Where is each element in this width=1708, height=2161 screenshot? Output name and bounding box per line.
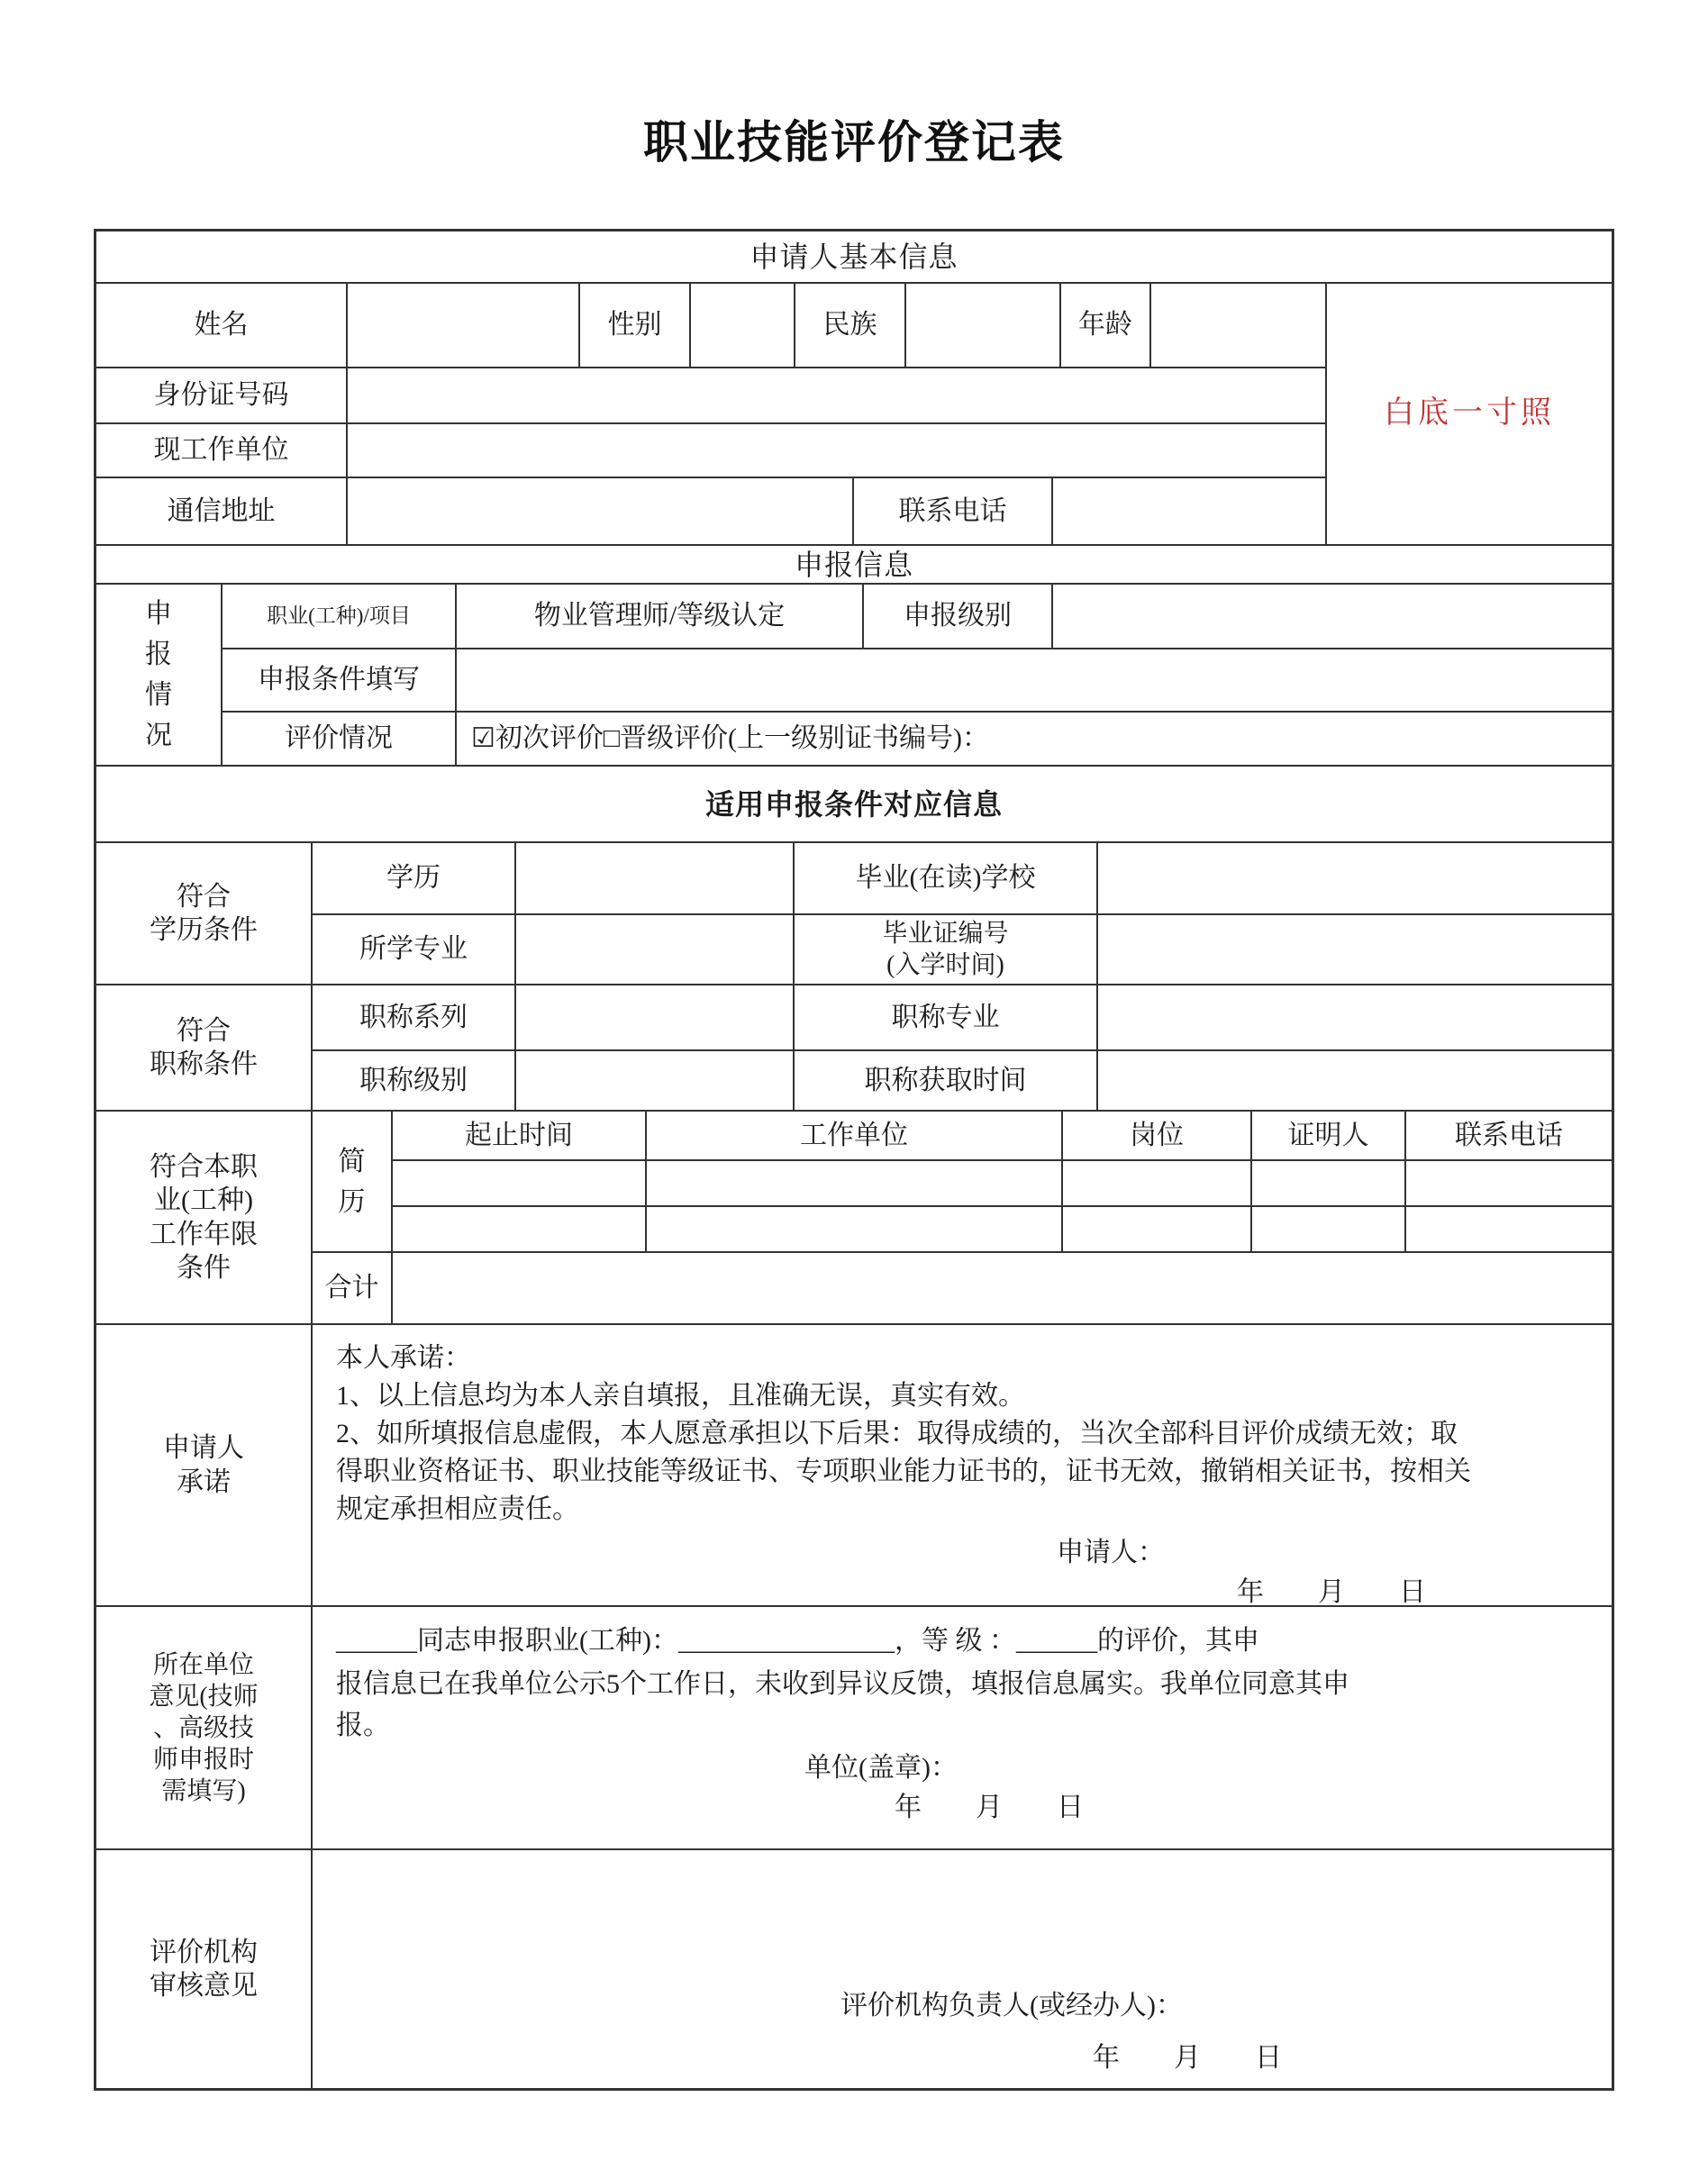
title-condition-block <box>96 985 1612 1112</box>
total-label: 合计 <box>313 1253 393 1325</box>
declaration-body <box>96 585 1612 767</box>
resume-witness-cell <box>1252 1207 1406 1253</box>
level-label: 申报级别 <box>864 585 1053 649</box>
id-number-value-cell <box>348 368 1327 424</box>
resume-unit-cell <box>647 1207 1063 1253</box>
condition-label: 申报条件填写 <box>223 649 457 713</box>
basic-info-body <box>96 284 1612 546</box>
employer-opinion-text-cell <box>313 1607 1612 1850</box>
employer-row <box>96 424 1327 478</box>
applicant-sign-label: 申请人： <box>1057 1538 1165 1567</box>
agency-review-text-cell <box>313 1850 1612 2088</box>
resume-header-row <box>393 1112 1612 1161</box>
occupation-value: 物业管理师/等级认定 <box>457 585 864 649</box>
evaluation-row <box>223 713 1612 767</box>
phone-value-cell <box>1053 478 1327 546</box>
col-work-unit: 工作单位 <box>647 1112 1063 1161</box>
declaration-section-title: 申报信息 <box>96 546 1612 585</box>
degree-value-cell <box>516 843 795 915</box>
agency-date-label: 年 月 日 <box>1093 2043 1282 2073</box>
total-row <box>313 1253 1612 1325</box>
age-label: 年龄 <box>1061 284 1151 368</box>
work-years-content <box>313 1112 1612 1325</box>
level-value-cell <box>1053 585 1612 649</box>
cert-no-value-cell <box>1098 915 1612 985</box>
basic-info-section-title: 申请人基本信息 <box>96 232 1612 284</box>
degree-row <box>313 843 1612 915</box>
resume-table <box>393 1112 1612 1253</box>
work-years-block <box>96 1112 1612 1325</box>
resume-phone-cell <box>1406 1161 1612 1207</box>
title-obtain-time-value-cell <box>1098 1051 1612 1112</box>
commitment-text-cell <box>313 1325 1612 1607</box>
title-series-value-cell <box>516 985 795 1051</box>
commitment-line: 本人承诺： <box>336 1343 471 1373</box>
phone-label: 联系电话 <box>854 478 1053 546</box>
ethnicity-label: 民族 <box>795 284 906 368</box>
commitment-line: 规定承担相应责任。 <box>336 1494 579 1524</box>
photo-cell <box>1327 284 1612 546</box>
col-phone: 联系电话 <box>1406 1112 1612 1161</box>
col-position: 岗位 <box>1063 1112 1252 1161</box>
title-specialty-label: 职称专业 <box>795 985 1098 1051</box>
basic-info-left-block <box>96 284 1327 546</box>
registration-form <box>94 229 1614 2091</box>
resume-period-cell <box>393 1161 647 1207</box>
education-rows <box>313 843 1612 985</box>
resume-empty-row <box>393 1207 1612 1253</box>
name-row <box>96 284 1327 368</box>
school-label: 毕业(在读)学校 <box>795 843 1098 915</box>
declaration-header-row <box>96 546 1612 585</box>
resume-block <box>313 1112 1612 1253</box>
commitment-group-label: 申请人 承诺 <box>96 1325 313 1607</box>
agency-review-block <box>96 1850 1612 2088</box>
age-value-cell <box>1151 284 1327 368</box>
employer-seal-label: 单位(盖章)： <box>804 1753 958 1783</box>
resume-period-cell <box>393 1207 647 1253</box>
agency-review-group-label: 评价机构 审核意见 <box>96 1850 313 2088</box>
gender-label: 性别 <box>580 284 691 368</box>
employer-opinion-block <box>96 1607 1612 1850</box>
address-row <box>96 478 1327 546</box>
title-series-row <box>313 985 1612 1051</box>
evaluation-checkbox-line: ☑初次评价□晋级评价(上一级别证书编号)： <box>457 713 1612 767</box>
work-years-group-label: 符合本职 业(工种) 工作年限 条件 <box>96 1112 313 1325</box>
occupation-row <box>223 585 1612 649</box>
title-obtain-time-label: 职称获取时间 <box>795 1051 1098 1112</box>
title-series-label: 职称系列 <box>313 985 516 1051</box>
id-number-row <box>96 368 1327 424</box>
commitment-line: 2、如所填报信息虚假，本人愿意承担以下后果：取得成绩的，当次全部科目评价成绩无效；取 <box>336 1419 1458 1448</box>
employer-opinion-line: 报。 <box>336 1711 390 1740</box>
occupation-label: 职业(工种)/项目 <box>223 585 457 649</box>
commitment-line: 得职业资格证书、职业技能等级证书、专项职业能力证书的，证书无效，撤销相关证书，按相关 <box>336 1457 1471 1486</box>
employer-value-cell <box>348 424 1327 478</box>
resume-position-cell <box>1063 1207 1252 1253</box>
resume-witness-cell <box>1252 1161 1406 1207</box>
title-level-value-cell <box>516 1051 795 1112</box>
col-period: 起止时间 <box>393 1112 647 1161</box>
gender-value-cell <box>691 284 795 368</box>
basic-info-header-row <box>96 232 1612 284</box>
employer-opinion-line: 报信息已在我单位公示5个工作日，未收到异议反馈，填报信息属实。我单位同意其申 <box>336 1669 1349 1699</box>
resume-position-cell <box>1063 1161 1252 1207</box>
col-witness: 证明人 <box>1252 1112 1406 1161</box>
resume-phone-cell <box>1406 1207 1612 1253</box>
cert-no-label: 毕业证编号 (入学时间) <box>795 915 1098 985</box>
name-label: 姓名 <box>96 284 348 368</box>
resume-label: 简 历 <box>313 1112 393 1253</box>
agency-manager-label: 评价机构负责人(或经办人)： <box>840 1991 1183 2020</box>
address-value-cell <box>348 478 854 546</box>
address-label: 通信地址 <box>96 478 348 546</box>
major-value-cell <box>516 915 795 985</box>
commitment-line: 1、以上信息均为本人亲自填报，且准确无误，真实有效。 <box>336 1381 1025 1411</box>
ethnicity-value-cell <box>906 284 1061 368</box>
resume-unit-cell <box>647 1161 1063 1207</box>
major-row <box>313 915 1612 985</box>
condition-row <box>223 649 1612 713</box>
name-value-cell <box>348 284 580 368</box>
applicant-date-label: 年 月 日 <box>1237 1577 1426 1607</box>
employer-opinion-group-label: 所在单位 意见(技师 、高级技 师申报时 需填写) <box>96 1607 313 1850</box>
id-number-label: 身份证号码 <box>96 368 348 424</box>
title-specialty-value-cell <box>1098 985 1612 1051</box>
education-group-label: 符合 学历条件 <box>96 843 313 985</box>
declaration-rows <box>223 585 1612 767</box>
degree-label: 学历 <box>313 843 516 915</box>
total-value-cell <box>393 1253 1612 1325</box>
resume-empty-row <box>393 1161 1612 1207</box>
conditions-header-row <box>96 767 1612 843</box>
major-label: 所学专业 <box>313 915 516 985</box>
title-level-row <box>313 1051 1612 1112</box>
employer-opinion-line: ______同志申报职业(工种)：________________，等 级 ：______的评价，其申 <box>336 1626 1259 1656</box>
title-rows <box>313 985 1612 1112</box>
title-level-label: 职称级别 <box>313 1051 516 1112</box>
school-value-cell <box>1098 843 1612 915</box>
employer-date-label: 年 月 日 <box>895 1793 1084 1822</box>
condition-value-cell <box>457 649 1612 713</box>
title-group-label: 符合 职称条件 <box>96 985 313 1112</box>
conditions-section-title: 适用申报条件对应信息 <box>96 767 1612 843</box>
education-condition-block <box>96 843 1612 985</box>
declaration-group-label: 申 报 情 况 <box>96 585 223 767</box>
evaluation-label: 评价情况 <box>223 713 457 767</box>
page-title: 职业技能评价登记表 <box>643 117 1065 168</box>
commitment-block <box>96 1325 1612 1607</box>
photo-note: 白底一寸照 <box>1384 396 1555 431</box>
employer-label: 现工作单位 <box>96 424 348 478</box>
